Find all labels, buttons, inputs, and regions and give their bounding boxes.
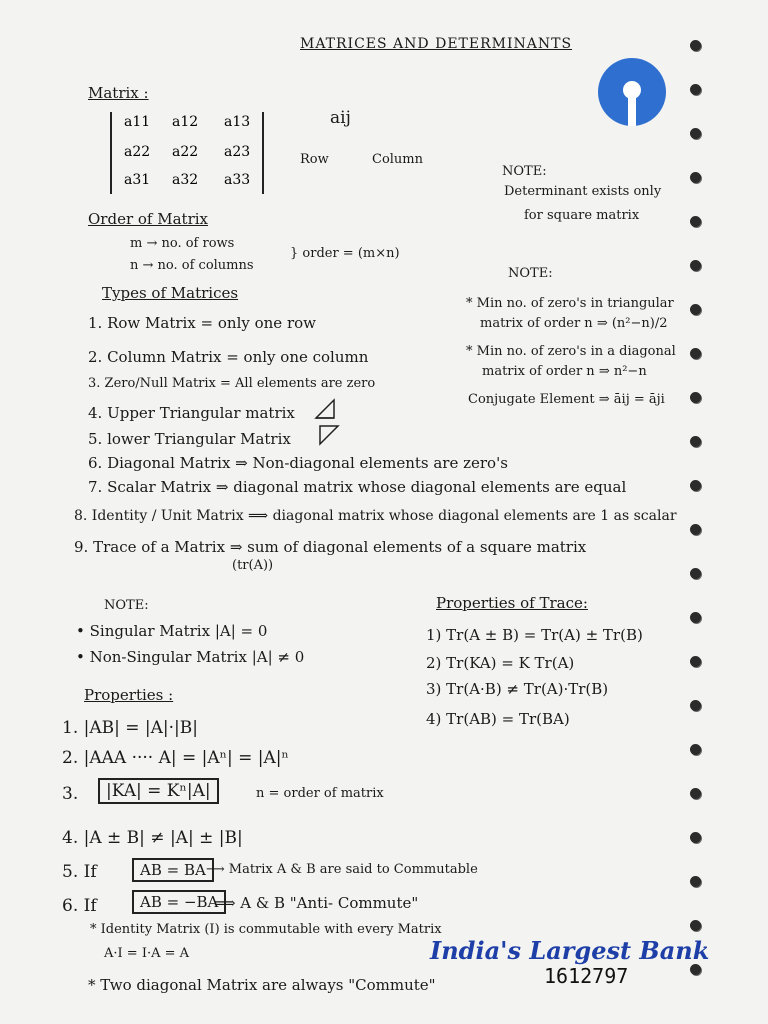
order-rows: m → no. of rows [130,236,235,251]
binder-hole [690,524,701,535]
bank-logo-icon [596,56,668,128]
property-note: ⟶ Matrix A & B are said to Commutable [206,862,478,877]
type-item: 9. Trace of a Matrix ⇒ sum of diagonal elements of a square matrix [74,538,587,556]
matrix-cell: a22 [172,144,199,160]
type-item: 7. Scalar Matrix ⇒ diagonal matrix whose diagonal elements are equal [88,478,627,496]
order-heading: Order of Matrix [88,210,208,228]
aij-label: aij [330,108,351,128]
binder-hole [690,260,701,271]
property-item: A·I = I·A = A [104,946,190,961]
property-item: 3. [62,784,79,804]
property-boxed-formula: AB = BA [132,858,214,882]
note-text: matrix of order n ⇒ n²−n [482,364,647,379]
note-heading: NOTE: [502,164,547,179]
lower-triangle-icon [318,424,340,446]
conjugate-element: Conjugate Element ⇒ āij = āji [468,392,665,407]
property-item: 6. If [62,896,97,916]
binder-hole [690,304,701,315]
binder-hole [690,480,701,491]
binder-hole [690,744,701,755]
property-item: 2. |AAA ···· A| = |Aⁿ| = |A|ⁿ [62,748,289,768]
matrix-cell: a22 [124,144,151,160]
matrix-cell: a33 [224,172,251,188]
matrix-heading: Matrix : [88,84,149,102]
binder-hole [690,832,701,843]
type-item: 4. Upper Triangular matrix [88,404,295,422]
type-item: 1. Row Matrix = only one row [88,314,316,332]
bank-slogan: India's Largest Bank [430,936,710,965]
document-number: 1612797 [544,964,629,988]
order-columns: n → no. of columns [130,258,254,273]
matrix-example [110,112,264,194]
singular-matrix: • Singular Matrix |A| = 0 [76,622,268,640]
binder-hole [690,172,701,183]
trace-property: 4) Tr(AB) = Tr(BA) [426,710,570,728]
property-item: 4. |A ± B| ≠ |A| ± |B| [62,828,243,848]
type-item: 3. Zero/Null Matrix = All elements are zero [88,376,376,391]
binder-hole [690,216,701,227]
column-label: Column [372,152,424,167]
binder-hole [690,656,701,667]
type-item: 5. lower Triangular Matrix [88,430,291,448]
non-singular-matrix: • Non-Singular Matrix |A| ≠ 0 [76,648,305,666]
property-note: n = order of matrix [256,786,384,801]
binder-hole [690,84,701,95]
binder-hole [690,788,701,799]
binder-hole [690,348,701,359]
note-heading: NOTE: [508,266,553,281]
order-formula: } order = (m×n) [290,246,400,261]
matrix-cell: a12 [172,114,199,130]
property-item: * Identity Matrix (I) is commutable with every Matrix [90,922,442,937]
note-text: * Min no. of zero's in a diagonal [466,344,676,359]
matrix-cell: a13 [224,114,251,130]
type-item: 6. Diagonal Matrix ⇒ Non-diagonal elements are zero's [88,454,508,472]
property-note: ⟹ A & B "Anti- Commute" [214,894,419,912]
trace-property: 3) Tr(A·B) ≠ Tr(A)·Tr(B) [426,680,609,698]
property-boxed-formula: AB = −BA [132,890,226,914]
upper-triangle-icon [314,398,336,420]
binder-hole [690,964,701,975]
property-item: 5. If [62,862,97,882]
binder-hole [690,392,701,403]
property-boxed-formula: |KA| = Kⁿ|A| [98,778,219,804]
note-text: * Min no. of zero's in triangular [466,296,674,311]
binder-hole [690,568,701,579]
note-text: for square matrix [524,208,640,223]
binder-hole [690,920,701,931]
types-heading: Types of Matrices [102,284,239,302]
trace-properties-heading: Properties of Trace: [436,594,588,612]
properties-heading: Properties : [84,686,174,704]
type-item: 8. Identity / Unit Matrix ⟹ diagonal matrix whose diagonal elements are 1 as scalar [74,508,677,524]
binder-hole [690,436,701,447]
page-title: MATRICES AND DETERMINANTS [300,36,573,52]
property-item: * Two diagonal Matrix are always "Commute" [88,976,436,994]
binder-hole [690,128,701,139]
type-item: 2. Column Matrix = only one column [88,348,369,366]
note-text: matrix of order n ⇒ (n²−n)/2 [480,316,668,331]
binder-hole [690,612,701,623]
note-heading: NOTE: [104,598,149,613]
binder-hole [690,700,701,711]
trace-property: 1) Tr(A ± B) = Tr(A) ± Tr(B) [426,626,643,644]
row-label: Row [300,152,329,167]
matrix-cell: a23 [224,144,251,160]
binder-hole [690,876,701,887]
property-item: 1. |AB| = |A|·|B| [62,718,198,738]
matrix-cell: a31 [124,172,151,188]
trace-notation: (tr(A)) [232,558,274,573]
trace-property: 2) Tr(KA) = K Tr(A) [426,654,575,672]
note-text: Determinant exists only [504,184,662,199]
matrix-cell: a32 [172,172,199,188]
matrix-cell: a11 [124,114,151,130]
binder-hole [690,40,701,51]
